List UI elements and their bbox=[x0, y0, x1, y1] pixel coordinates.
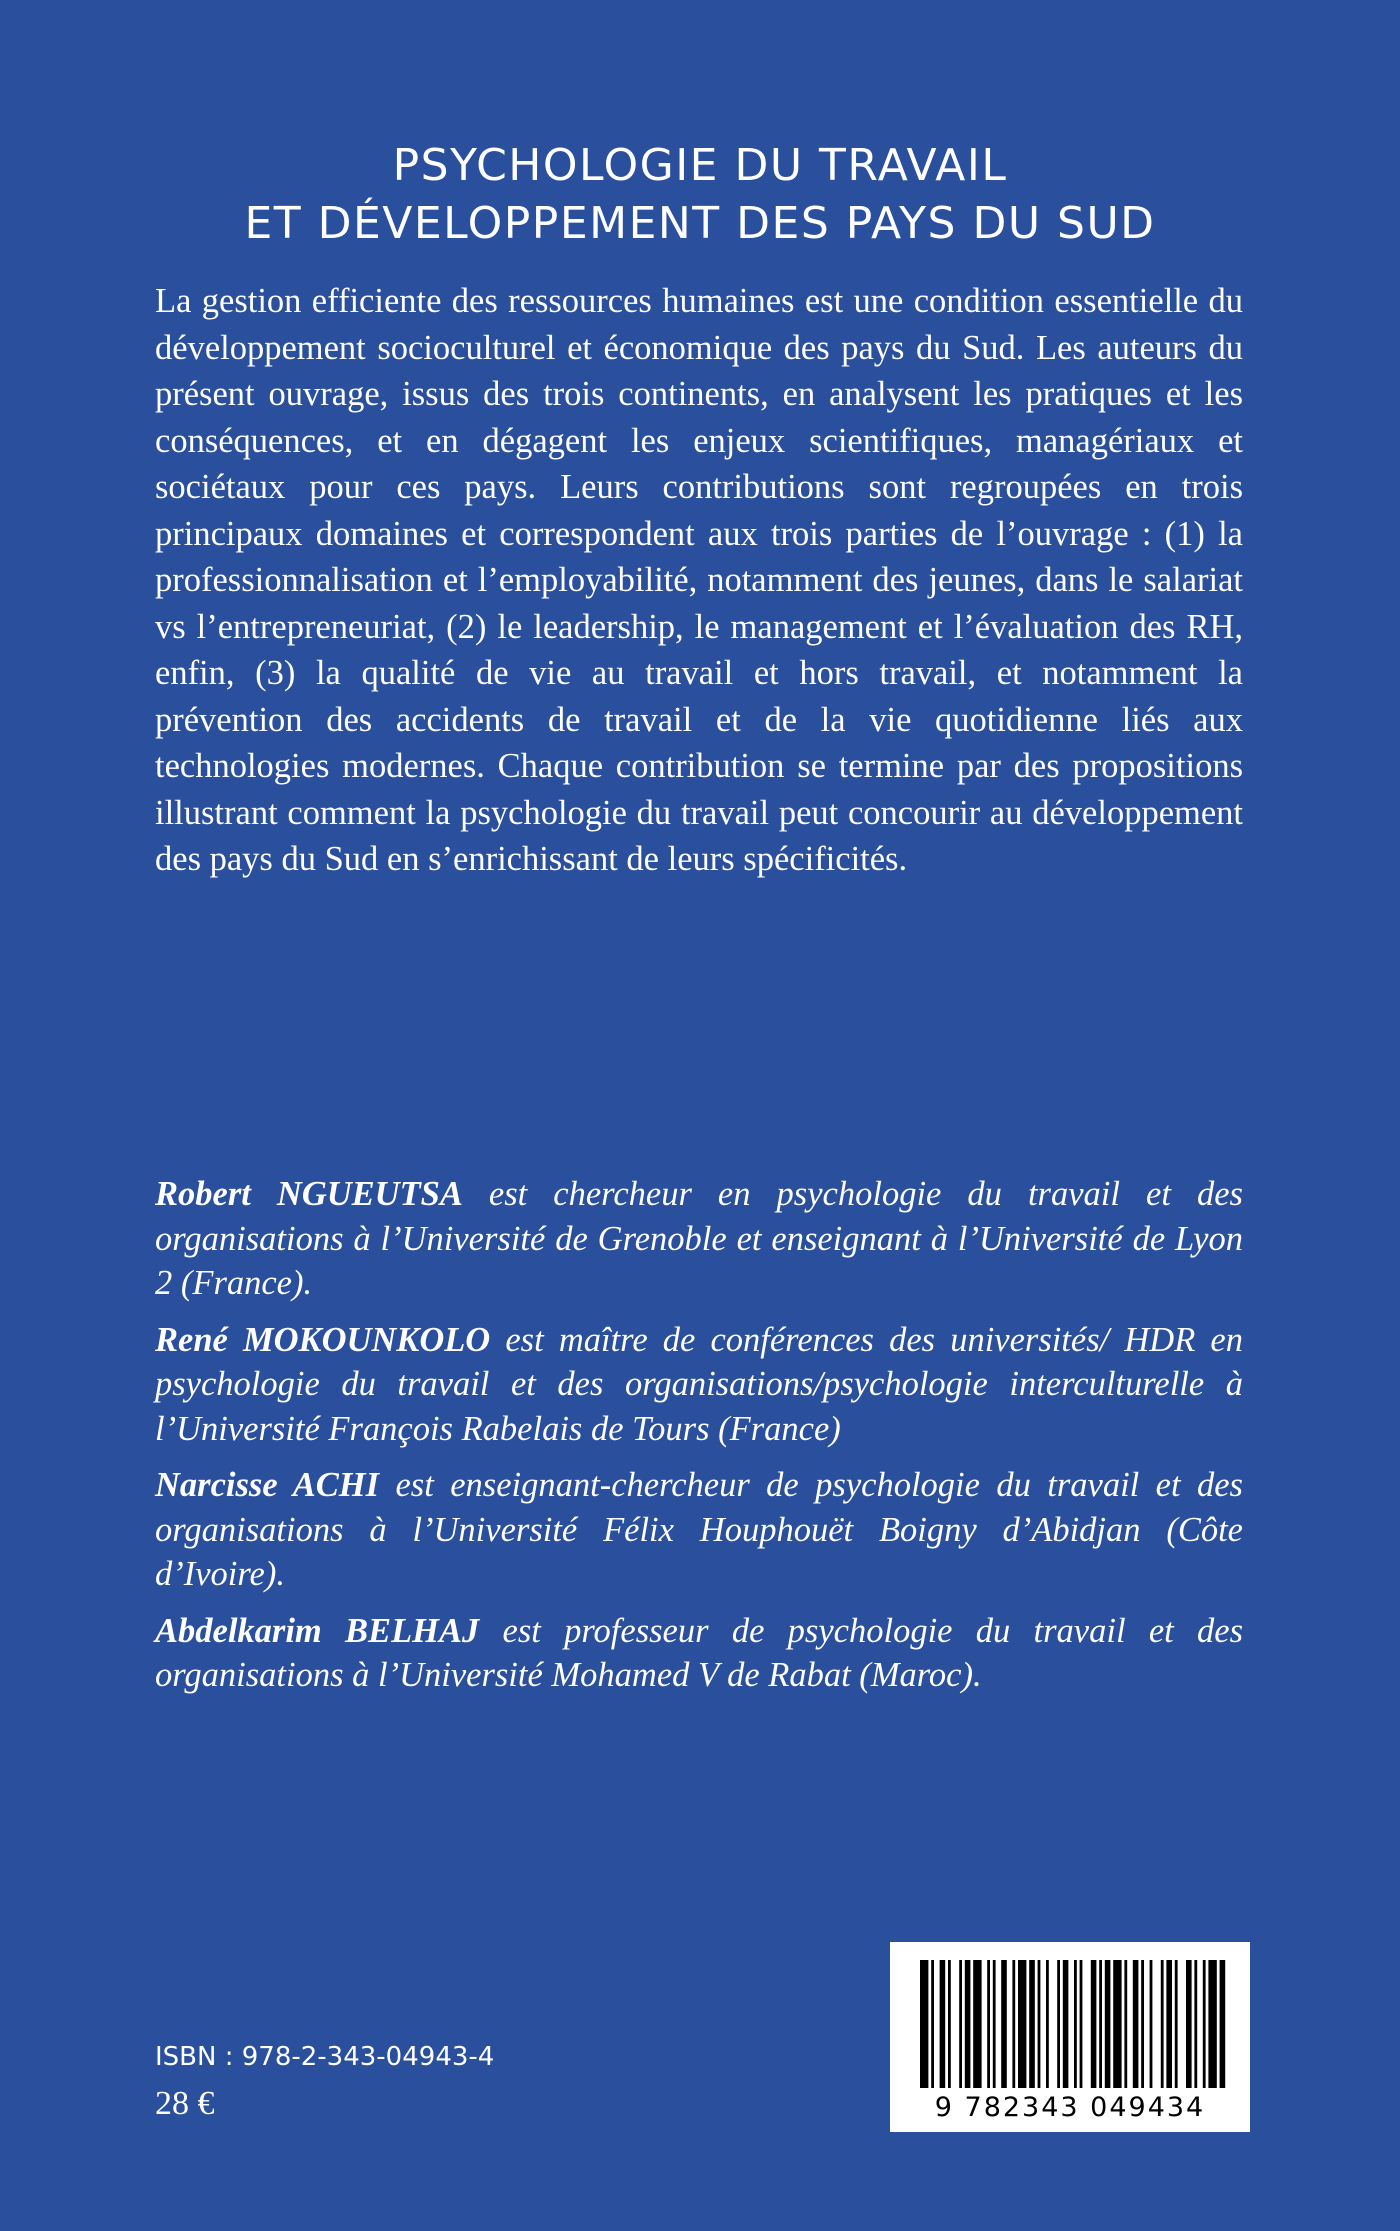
author-name: Narcisse ACHI bbox=[155, 1466, 380, 1504]
author-bio bbox=[155, 1609, 1243, 1698]
barcode-bar bbox=[1038, 1960, 1041, 2088]
barcode-bar bbox=[920, 1960, 928, 2088]
barcode-bar bbox=[1208, 1960, 1216, 2088]
barcode-bar bbox=[1091, 1960, 1097, 2088]
barcode-bar bbox=[1220, 1960, 1226, 2088]
barcode-bar bbox=[1046, 1960, 1049, 2088]
barcode-bar bbox=[973, 1960, 981, 2088]
barcode-bar bbox=[1133, 1960, 1139, 2088]
barcode-bar bbox=[1099, 1960, 1102, 2088]
barcode-bar bbox=[1105, 1960, 1111, 2088]
barcode-bar bbox=[1161, 1960, 1164, 2088]
author-bio bbox=[155, 1172, 1243, 1306]
author-description: est enseignant-chercheur de psychologie du travail et des organisations à l’Université Félix Houphouët Boigny d’Abidjan (Côte d’Ivoire). bbox=[155, 1466, 1243, 1593]
book-title bbox=[100, 137, 1300, 253]
barcode-bar bbox=[1203, 1960, 1206, 2088]
author-bio bbox=[155, 1318, 1243, 1452]
barcode-bar bbox=[1057, 1960, 1060, 2088]
barcode-bar bbox=[1080, 1960, 1083, 2088]
barcode-bar bbox=[1001, 1960, 1007, 2088]
barcode-digits: 9 782343 049434 bbox=[934, 2092, 1206, 2123]
barcode-bar bbox=[959, 1960, 962, 2088]
barcode-bar bbox=[1074, 1960, 1077, 2088]
author-bios bbox=[155, 1172, 1243, 1710]
barcode-bar bbox=[1113, 1960, 1121, 2088]
barcode-bar bbox=[965, 1960, 971, 2088]
barcode-bar bbox=[1029, 1960, 1035, 2088]
author-description: est chercheur en psychologie du travail et des organisations à l’Université de Grenoble et enseignant à l’Université de Lyon 2 (France). bbox=[155, 1175, 1243, 1302]
barcode-bar bbox=[1186, 1960, 1192, 2088]
barcode-bar bbox=[1012, 1960, 1015, 2088]
title-line-2: ET DÉVELOPPEMENT DES PAYS DU SUD bbox=[244, 198, 1156, 250]
barcode-bar bbox=[1063, 1960, 1069, 2088]
barcode-bar bbox=[993, 1960, 996, 2088]
author-description: est maître de conférences des universités/ HDR en psychologie du travail et des organisations/psychologie interculturelle à l’Université François Rabelais de Tours (France) bbox=[155, 1320, 1243, 1448]
barcode-bar bbox=[931, 1960, 934, 2088]
barcode-bar bbox=[1124, 1960, 1127, 2088]
author-name: Robert NGUEUTSA bbox=[155, 1175, 463, 1213]
barcode-bar bbox=[1150, 1960, 1153, 2088]
barcode-bar bbox=[948, 1960, 951, 2088]
barcode-panel bbox=[890, 1942, 1250, 2132]
author-name: Abdelkarim BELHAJ bbox=[155, 1611, 480, 1650]
book-summary: La gestion efficiente des ressources humaines est une condition essentielle du développement socioculturel et économique des pays du Sud. Les auteurs du présent ouvrage, issus des trois continents, en analysent les pratiques et les conséquences, et en dégagent les enjeux scientifiques, managériaux et sociétaux pour ces pays. Leurs contributions sont regroupées en trois principaux domaines et correspondent aux trois parties de l’ouvrage : (1) la professionnalisation et l’employabilité, notamment des jeunes, dans le salariat vs l’entrepreneuriat, (2) le leadership, le management et l’évaluation des RH, enfin, (3) la qualité de vie au travail et hors travail, et notamment la prévention des accidents de travail et de la vie quotidienne liés aux technologies modernes. Chaque contribution se termine par des propositions illustrant comment la psychologie du travail peut concourir au développement des pays du Sud en s’enrichissant de leurs spécificités. bbox=[155, 282, 1243, 878]
author-bio bbox=[155, 1463, 1243, 1597]
barcode-bar bbox=[940, 1960, 946, 2088]
barcode-bar bbox=[1194, 1960, 1197, 2088]
barcode-bar bbox=[987, 1960, 990, 2088]
author-name: René MOKOUNKOLO bbox=[155, 1320, 491, 1359]
barcode-bar bbox=[1141, 1960, 1144, 2088]
author-description: est professeur de psychologie du travail et des organisations à l’Université Mohamed V de Rabat (Maroc). bbox=[155, 1611, 1244, 1694]
barcode-bar bbox=[1018, 1960, 1026, 2088]
price-label: 28 € bbox=[155, 2085, 215, 2122]
title-line-1: PSYCHOLOGIE DU TRAVAIL bbox=[392, 140, 1008, 192]
isbn-label: ISBN : 978-2-343-04943-4 bbox=[155, 2042, 495, 2072]
barcode-bar bbox=[1166, 1960, 1172, 2088]
barcode-bar bbox=[1175, 1960, 1178, 2088]
